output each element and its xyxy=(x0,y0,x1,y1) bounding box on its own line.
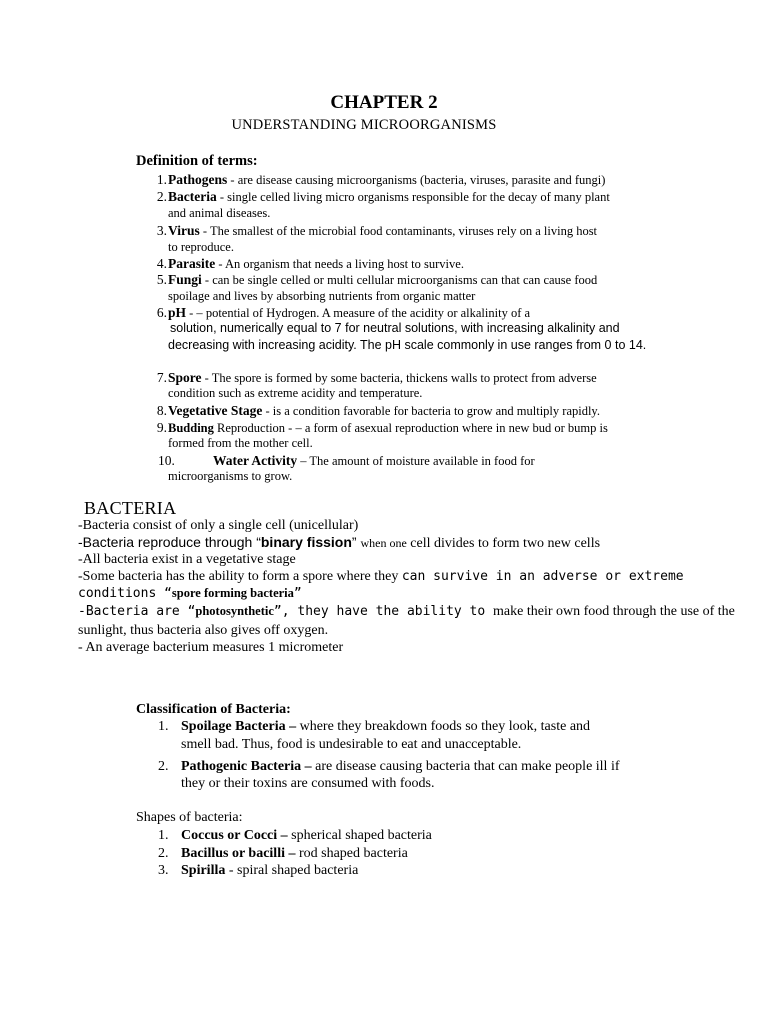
bacteria-line: -Bacteria are “photosynthetic”, they have the ability to make their own food through the use of the xyxy=(78,604,735,619)
definition-term: Parasite xyxy=(168,256,216,271)
definition-continuation: to reproduce. xyxy=(168,240,234,254)
chapter-title: CHAPTER 2 xyxy=(330,92,438,113)
definition-term: Vegetative Stage xyxy=(168,403,263,418)
bacteria-line: -All bacteria exist in a vegetative stage xyxy=(78,552,296,567)
shape-item: 3. xyxy=(158,863,169,878)
bacteria-line: - An average bacterium measures 1 micrometer xyxy=(78,640,344,655)
definition-continuation: condition such as extreme acidity and temperature. xyxy=(168,386,423,400)
definition-term: Water Activity xyxy=(213,453,298,468)
definition-continuation: spoilage and lives by absorbing nutrients from organic matter xyxy=(168,289,476,303)
bacteria-line: sunlight, thus bacteria also gives off oxygen. xyxy=(78,623,329,638)
definition-continuation: solution, numerically equal to 7 for neutral solutions, with increasing alkalinity and xyxy=(170,321,620,335)
definition-term: Fungi xyxy=(168,272,202,287)
classification-heading: Classification of Bacteria: xyxy=(136,702,291,717)
definition-term: pH xyxy=(168,305,187,320)
definition-term: Spore xyxy=(168,370,202,385)
shape-item-text: Coccus or Cocci – spherical shaped bacteria xyxy=(181,828,432,843)
bacteria-line: -Bacteria consist of only a single cell (unicellular) xyxy=(78,518,359,533)
definition-term: Virus xyxy=(168,223,200,238)
definition-text: single celled living micro organisms responsible for the decay of many plant xyxy=(227,190,610,204)
definition-continuation: and animal diseases. xyxy=(168,206,271,220)
classification-continuation: smell bad. Thus, food is undesirable to eat and unacceptable. xyxy=(181,737,522,752)
bacteria-line: -Bacteria reproduce through “binary fission” when one cell divides to form two new cells xyxy=(78,534,601,551)
definition-term: Budding xyxy=(168,421,214,435)
definition-text: can be single celled or multi cellular microorganisms can that can cause food xyxy=(212,273,598,287)
definition-term: Pathogens xyxy=(168,172,228,187)
bacteria-line: -Some bacteria has the ability to form a spore where they can survive in an adverse or extreme xyxy=(78,569,684,584)
definition-text: is a condition favorable for bacteria to grow and multiply rapidly. xyxy=(272,404,600,418)
document-page: CHAPTER 2 UNDERSTANDING MICROORGANISMS Definition of terms: 1. Pathogens - are disease causing microorganisms (bacteria, viruses, parasite and fungi) 2. Bacteria - single celled living micro organisms responsible for the decay of many plant and animal diseases. 3. Virus - The smallest of the microbial food contaminants, viruses rely on a living host to reproduce. 4. Parasite - An organism that needs a living host to survive. 5. Fungi - can be single celled or multi cellular microorganisms can that can cause food spoilage and lives by absorbing nutrients from organic matter 6. pH - – potential of Hydrogen. A measure of the acidity or alkalinity of a solution, numerically equal to 7 for neutral solutions, with increasing alkalinity and decreasing with increasing acidity. The pH scale commonly in use ranges from 0 to 14. 7. Spore - The spore is formed by some bacteria, thickens walls to protect from adverse condition such as extreme acidity and temperature. 8. Vegetative Stage - is a condition favorable for bacteria to grow and multiply rapidly. 9. Budding Reproduction - – a form of asexual reproduction where in new bud or bump is formed from the mother cell. 10. Water Activity – The amount of moisture available in food for microorganisms to grow. BACTERIA -Bacteria consist of only a single cell (unicellular) -Bacteria reproduce through “binary fission” when one cell divides to form two new cells -All bacteria exist in a vegetative stage -Some bacteria has the ability to form a spore where they can survive in an adverse or extreme conditions “spore forming bacteria” -Bacteria are “photosynthetic”, they have the ability to make their own food through the use of the sunlight, thus bacteria also gives off oxygen. - An average bacterium measures 1 micrometer Classification of Bacteria: 1. Spoilage Bacteria – where they breakdown foods so they look, taste and smell bad. Thus, food is undesirable to eat and unacceptable. 2. Pathogenic Bacteria – are disease causing bacteria that can make people ill if they or their toxins are consumed with foods. Shapes of bacteria: 1. Coccus or Cocci – spherical shaped bacteria 2. Bacillus or bacilli – rod shaped bacteria 3. Spirilla - spiral shaped bacteria xyxy=(0,0,768,1024)
shapes-heading: Shapes of bacteria: xyxy=(136,810,243,825)
chapter-subtitle: UNDERSTANDING MICROORGANISMS xyxy=(231,117,497,133)
shape-item-text: Bacillus or bacilli – rod shaped bacteria xyxy=(181,846,408,861)
definition-text: potential of Hydrogen. A measure of the acidity or alkalinity of a xyxy=(205,306,531,320)
definition-text: The spore is formed by some bacteria, thickens walls to protect from adverse xyxy=(211,371,597,385)
definition-text: are disease causing microorganisms (bacteria, viruses, parasite and fungi) xyxy=(237,173,606,187)
definition-continuation: decreasing with increasing acidity. The pH scale commonly in use ranges from 0 to 14. xyxy=(168,338,647,352)
definition-text: The amount of moisture available in food for xyxy=(309,454,535,468)
classification-term: Spoilage Bacteria – xyxy=(181,719,297,734)
definition-continuation: formed from the mother cell. xyxy=(168,436,313,450)
classification-term: Pathogenic Bacteria – xyxy=(181,759,312,774)
shape-item: 2. xyxy=(158,846,169,861)
classification-continuation: they or their toxins are consumed with foods. xyxy=(181,776,435,791)
classification-item: 1. xyxy=(158,719,169,734)
classification-item-text: Spoilage Bacteria – where they breakdown foods so they look, taste and xyxy=(181,719,591,734)
definitions-heading: Definition of terms: xyxy=(136,153,258,169)
definition-text: Reproduction - – a form of asexual reproduction where in new bud or bump is xyxy=(217,421,608,435)
definition-text: The smallest of the microbial food contaminants, viruses rely on a living host xyxy=(209,224,598,238)
shape-item: 1. xyxy=(158,828,169,843)
classification-item-text: Pathogenic Bacteria – are disease causing bacteria that can make people ill if xyxy=(181,759,620,774)
classification-item: 2. xyxy=(158,759,169,774)
bacteria-heading: BACTERIA xyxy=(84,498,177,518)
definition-term: Bacteria xyxy=(168,189,217,204)
definition-text: An organism that needs a living host to survive. xyxy=(224,257,464,271)
shape-item-text: Spirilla - spiral shaped bacteria xyxy=(181,863,359,878)
bacteria-line: conditions “spore forming bacteria” xyxy=(78,586,302,601)
definition-continuation: microorganisms to grow. xyxy=(168,469,293,483)
